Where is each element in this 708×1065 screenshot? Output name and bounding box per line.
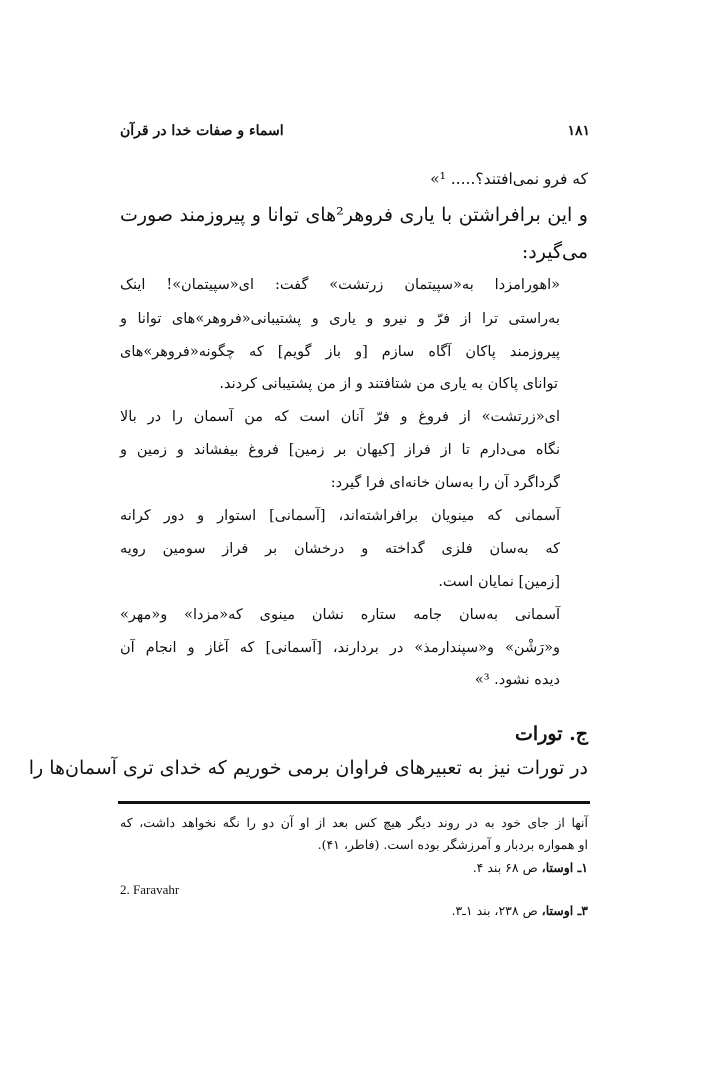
quote-line: [زمین] نمایان است. [438,574,560,590]
section-heading: ج. تورات [515,723,588,745]
text-line: و این برافراشتن با یاری فروهر²های توانا و پیروزمند صورت [120,204,588,226]
quote-line: توانای پاکان به یاری من شتافتند و از من پشتیبانی کردند. [219,376,558,392]
running-title: اسماء و صفات خدا در قرآن [120,123,284,139]
quote-line: که به‌سان فلزی گداخته و درخشان بر فراز سومین رویه [120,541,560,557]
footnote-rule [118,801,590,804]
footnote-3 [452,903,588,918]
quote-line: و«رَشْن» و«سپندارمذ» در بردارند، [آسمانی] که آغاز و انجام آن [120,640,560,656]
footnote-line: او همواره بردبار و آمرزشگر بوده است. (فاطر، ۴۱). [317,837,588,852]
quote-line: آسمانی به‌سان جامه ستاره نشان مینوی که«مزدا» و«مهر» [120,607,560,623]
footnote-source: ۱ـ اوستا، [541,860,588,875]
page-number: ۱۸۱ [567,123,590,139]
quote-line: پیروزمند پاکان آگاه سازم [و باز گویم] که چگونه«فروهر»های [120,344,560,360]
footnote-1 [473,860,588,875]
footnote-ref: ص ۶۸ بند ۴. [472,860,542,875]
quote-line: ای«زرتشت» از فروغ و فرّ آنان است که من آسمان را در بالا [120,409,560,425]
footnote-line: آنها از جای خود به در روند دیگر هیچ کس بعد از او آن دو را نگه نخواهد داشت، که [120,815,588,830]
quote-line: آسمانی که مینویان برافراشته‌اند، [آسمانی] استوار و دور کرانه [120,508,560,524]
quote-line: «اهورامزدا به«سپیتمان زرتشت» گفت: ای«سپیتمان»! اینک [120,277,560,293]
footnote-source: ۳ـ اوستا، [541,903,588,918]
quote-line: نگاه می‌دارم تا از فراز [کیهان بر زمین] فروغ بیفشاند و زمین و [120,442,560,458]
footnote-ref: ص ۲۳۸، بند ۱ـ۳. [451,903,542,918]
quote-line: به‌راستی ترا از فرّ و نیرو و یاری و پشتیبانی«فروهر»های توانا و [120,311,560,327]
footnote-2: 2. Faravahr [120,882,180,897]
quote-line: گرداگرد آن را به‌سان خانه‌ای فرا گیرد: [330,475,560,491]
running-header [120,118,590,144]
quote-line: دیده نشود. ³» [474,672,560,688]
text-line: می‌گیرد: [521,241,588,263]
text-line: که فرو نمی‌افتند؟..... ¹» [430,170,588,188]
text-line: در تورات نیز به تعبیرهای فراوان برمی خوریم که خدای تری آسمان‌ها را [28,757,588,779]
